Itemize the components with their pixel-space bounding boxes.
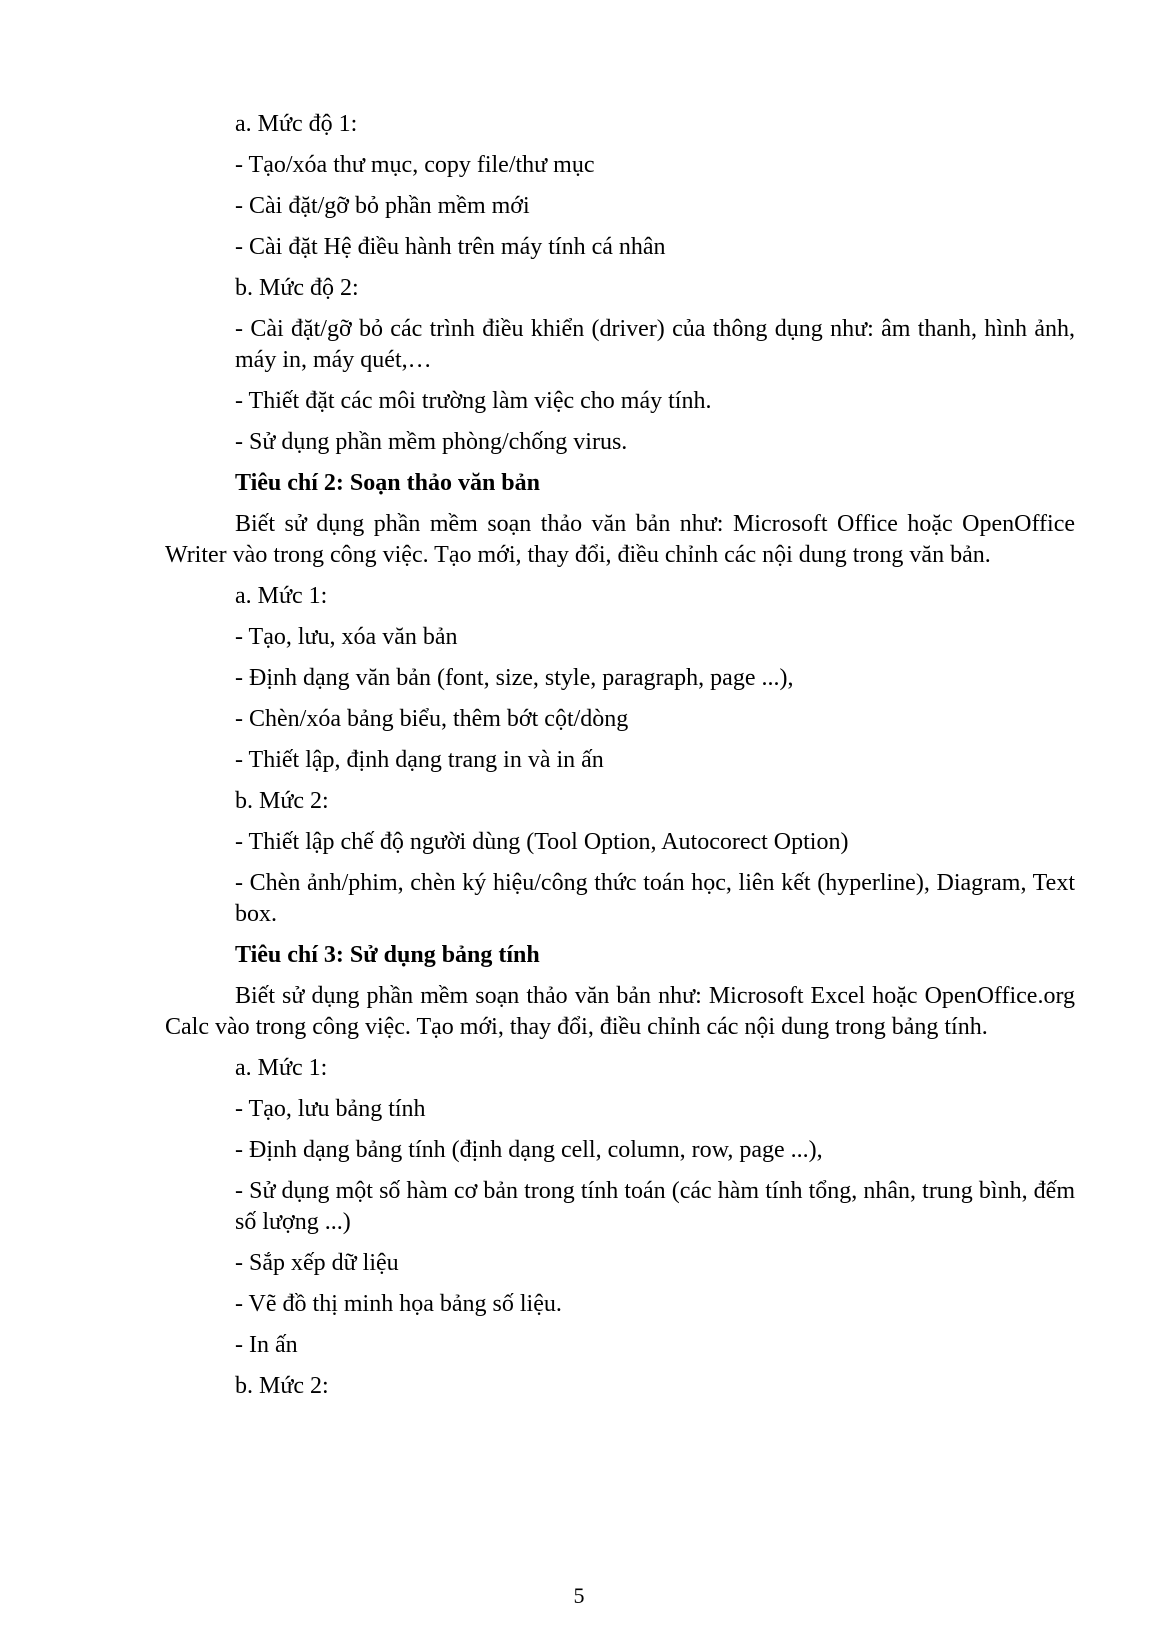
list-item: - Thiết lập, định dạng trang in và in ấn — [235, 747, 604, 773]
list-item: - Sắp xếp dữ liệu — [235, 1250, 399, 1276]
criterion2-level1-heading: a. Mức 1: — [235, 583, 328, 609]
criterion3-level2-heading: b. Mức 2: — [235, 1373, 329, 1399]
list-item: - Sử dụng một số hàm cơ bản trong tính toán (các hàm tính tổng, nhân, trung bình, đếm số lượng ...) — [235, 1178, 1075, 1235]
criterion3-level1-heading: a. Mức 1: — [235, 1055, 328, 1081]
list-item: - In ấn — [235, 1332, 298, 1358]
list-item: - Định dạng văn bản (font, size, style, paragraph, page ...), — [235, 665, 794, 691]
section1-level1-heading: a. Mức độ 1: — [235, 111, 358, 137]
list-item: - Cài đặt Hệ điều hành trên máy tính cá nhân — [235, 234, 666, 260]
list-item: - Vẽ đồ thị minh họa bảng số liệu. — [235, 1291, 562, 1317]
list-item: - Định dạng bảng tính (định dạng cell, column, row, page ...), — [235, 1137, 823, 1163]
criterion2-description: Biết sử dụng phần mềm soạn thảo văn bản như: Microsoft Office hoặc OpenOffice Writer vào trong công việc. Tạo mới, thay đổi, điều chỉnh các nội dung trong văn bản. — [165, 511, 1075, 568]
page-content — [165, 109, 1075, 1402]
list-item: - Thiết lập chế độ người dùng (Tool Option, Autocorect Option) — [235, 829, 849, 855]
list-item: - Tạo/xóa thư mục, copy file/thư mục — [235, 152, 595, 178]
criterion2-title: Tiêu chí 2: Soạn thảo văn bản — [235, 470, 540, 496]
list-item: - Tạo, lưu, xóa văn bản — [235, 624, 458, 650]
page-number: 5 — [573, 1583, 585, 1608]
list-item: - Cài đặt/gỡ bỏ phần mềm mới — [235, 193, 530, 219]
list-item: - Chèn ảnh/phim, chèn ký hiệu/công thức toán học, liên kết (hyperline), Diagram, Text box. — [235, 870, 1075, 927]
criterion3-title: Tiêu chí 3: Sử dụng bảng tính — [235, 942, 540, 968]
section1-level2-heading: b. Mức độ 2: — [235, 275, 359, 301]
list-item: - Tạo, lưu bảng tính — [235, 1096, 426, 1122]
list-item: - Chèn/xóa bảng biểu, thêm bớt cột/dòng — [235, 706, 629, 732]
list-item: - Sử dụng phần mềm phòng/chống virus. — [235, 429, 628, 455]
criterion2-level2-heading: b. Mức 2: — [235, 788, 329, 814]
list-item: - Cài đặt/gỡ bỏ các trình điều khiển (driver) của thông dụng như: âm thanh, hình ảnh, máy in, máy quét,… — [235, 316, 1075, 373]
list-item: - Thiết đặt các môi trường làm việc cho máy tính. — [235, 388, 712, 414]
criterion3-description: Biết sử dụng phần mềm soạn thảo văn bản như: Microsoft Excel hoặc OpenOffice.org Calc vào trong công việc. Tạo mới, thay đổi, điều chỉnh các nội dung trong bảng tính. — [165, 983, 1075, 1040]
